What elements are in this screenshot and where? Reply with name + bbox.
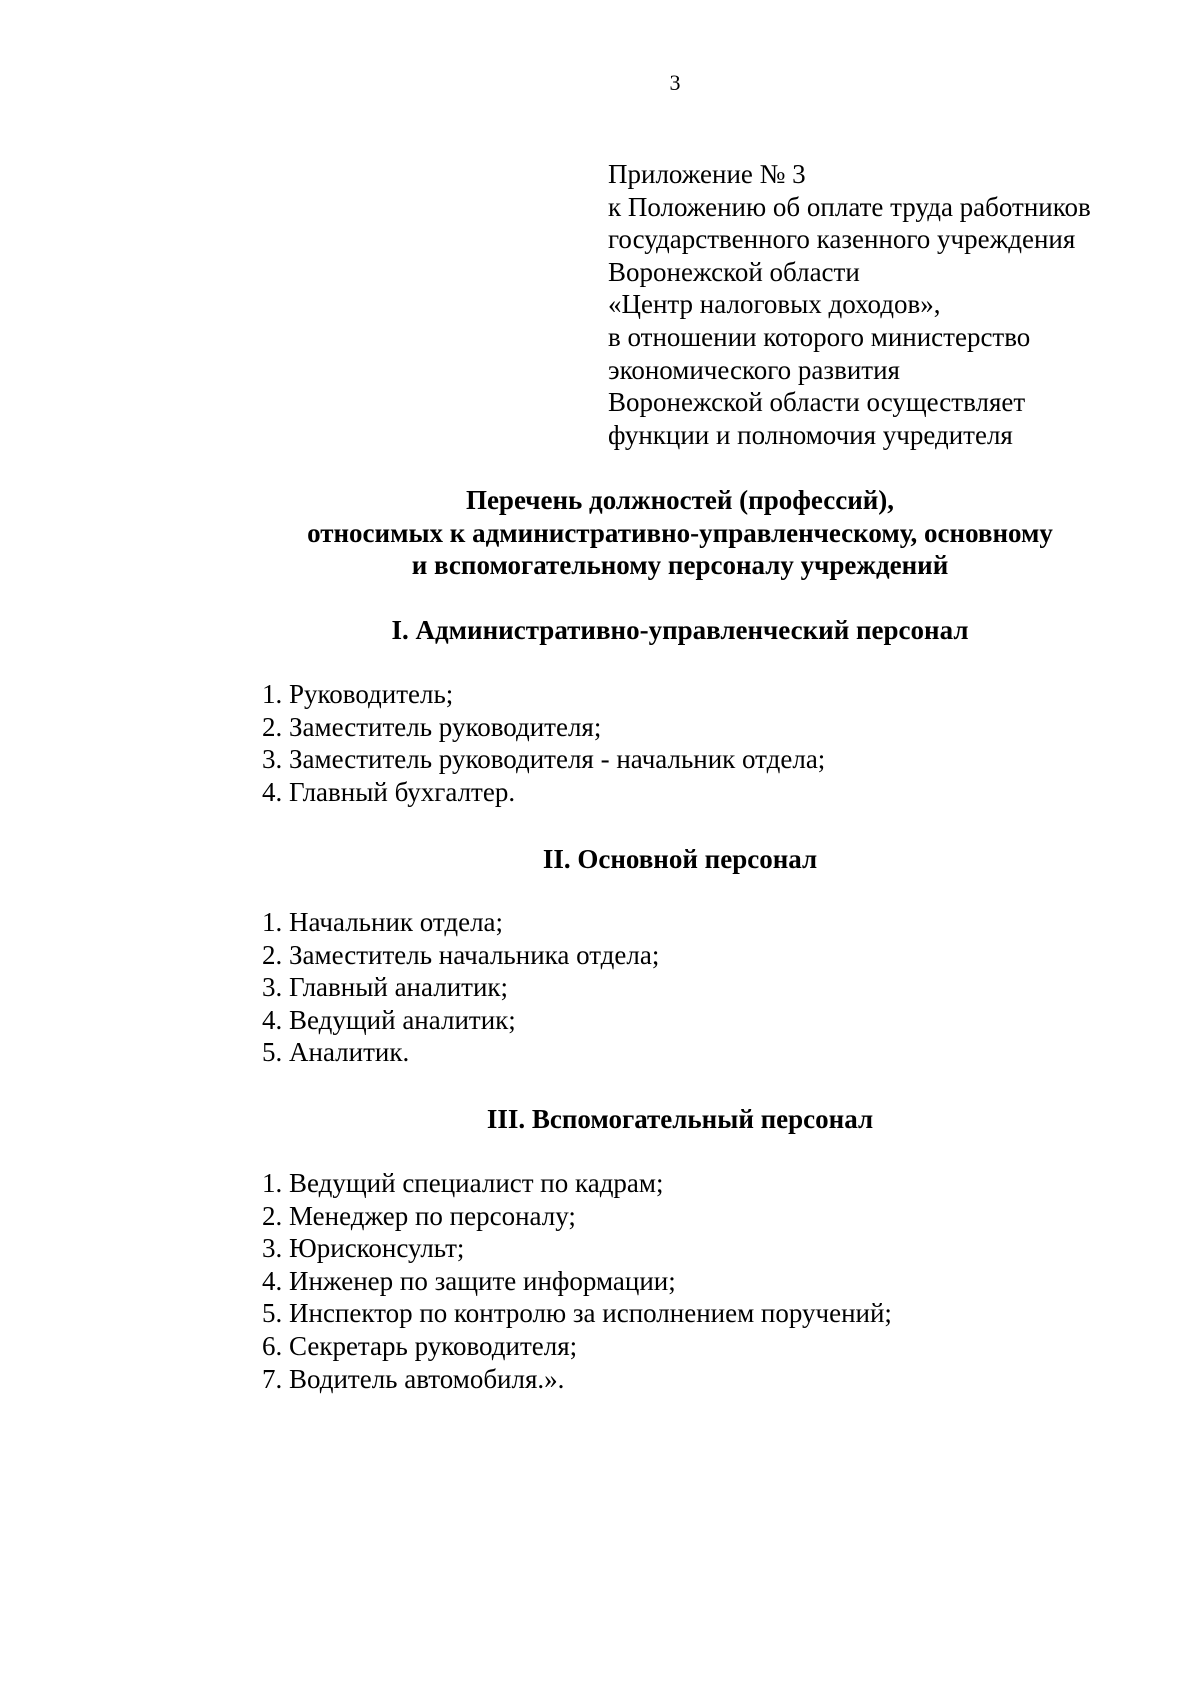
list-auxiliary (262, 1167, 1142, 1395)
title-line: Перечень должностей (профессий), (465, 485, 895, 515)
appendix-line: Воронежской области (608, 256, 860, 287)
list-item: 3. Заместитель руководителя - начальник отдела; (262, 744, 826, 775)
appendix-line: в отношении которого министерство (608, 321, 1031, 352)
section-heading-administrative: I. Административно-управленческий персонал (391, 615, 969, 645)
list-item: 5. Инспектор по контролю за исполнением поручений; (262, 1298, 892, 1329)
list-item: 2. Заместитель начальника отдела; (262, 939, 660, 970)
list-administrative (262, 678, 1142, 808)
list-item: 1. Начальник отдела; (262, 907, 504, 937)
list-item: 6. Секретарь руководителя; (262, 1330, 578, 1361)
page-number: 3 (669, 70, 681, 95)
appendix-line: функции и полномочия учредителя (608, 419, 1013, 450)
appendix-line: Воронежской области осуществляет (608, 387, 1026, 418)
title-line: относимых к административно-управленческому, основному (307, 517, 1053, 548)
list-item: 2. Заместитель руководителя; (262, 711, 602, 742)
list-item: 4. Ведущий аналитик; (262, 1004, 516, 1035)
appendix-line: «Центр налоговых доходов», (608, 289, 941, 320)
list-item: 3. Главный аналитик; (262, 972, 509, 1003)
appendix-line: государственного казенного учреждения (608, 224, 1076, 255)
appendix-line: к Положению об оплате труда работников (608, 191, 1091, 222)
list-item: 1. Руководитель; (262, 679, 454, 709)
list-item: 4. Инженер по защите информации; (262, 1265, 676, 1296)
list-item: 5. Аналитик. (262, 1037, 410, 1068)
document-title (250, 484, 1110, 582)
appendix-line: экономического развития (608, 354, 900, 385)
list-item: 4. Главный бухгалтер. (262, 776, 516, 807)
list-item: 3. Юрисконсульт; (262, 1233, 465, 1264)
list-item: 2. Менеджер по персоналу; (262, 1200, 576, 1231)
list-main (262, 906, 1142, 1069)
appendix-line: Приложение № 3 (608, 159, 806, 189)
title-line: и вспомогательному персоналу учреждений (411, 550, 949, 580)
section-heading-main: II. Основной персонал (542, 844, 818, 874)
list-item: 1. Ведущий специалист по кадрам; (262, 1168, 664, 1198)
appendix-reference (608, 158, 1168, 451)
list-item: 7. Водитель автомобиля.». (262, 1363, 565, 1394)
section-heading-auxiliary: III. Вспомогательный персонал (486, 1104, 874, 1134)
